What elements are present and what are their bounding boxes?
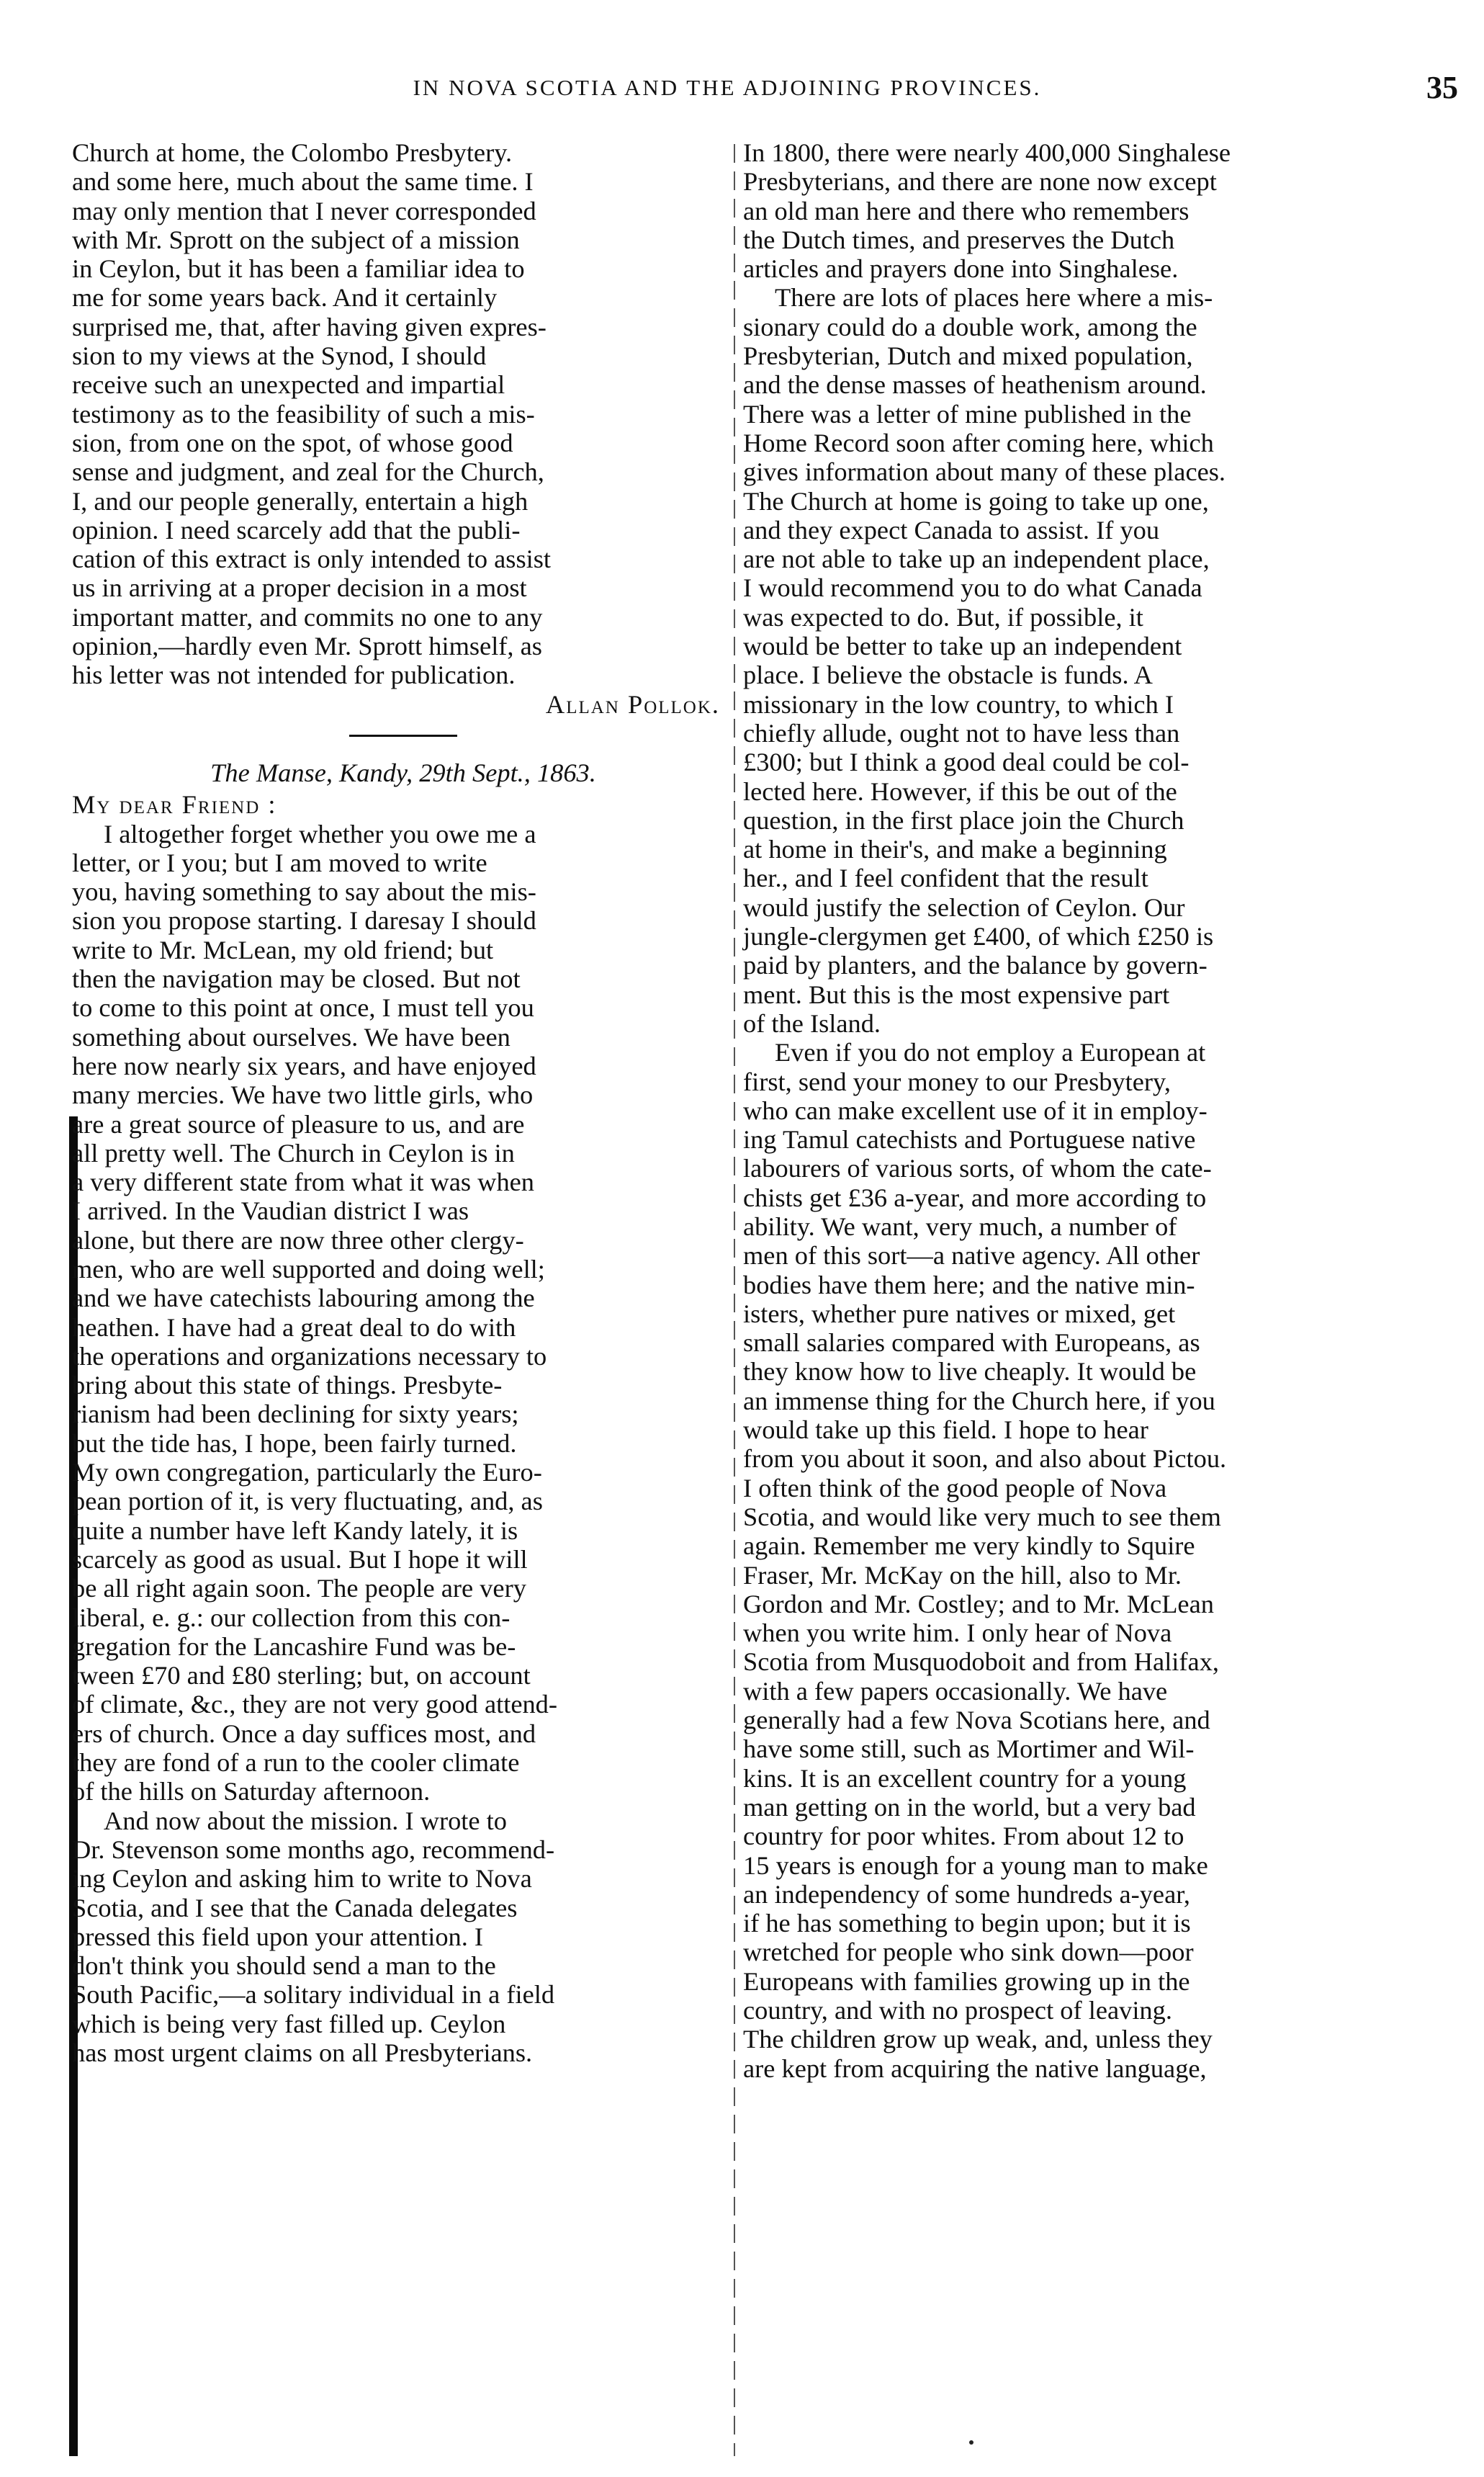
text-line: generally had a few Nova Scotians here, and (743, 1706, 1210, 1735)
text-line: cation of this extract is only intended to assist (72, 545, 552, 574)
text-line: of the Island. (743, 1008, 881, 1038)
text-line: Gordon and Mr. Costley; and to Mr. McLean (743, 1589, 1214, 1618)
text-line: at home in their's, and make a beginning (743, 835, 1167, 864)
text-line: isters, whether pure natives or mixed, get (743, 1299, 1176, 1328)
text-line: important matter, and commits no one to any (72, 602, 543, 632)
text-line: when you write him. I only hear of Nova (743, 1618, 1172, 1648)
text-line: they are fond of a run to the cooler climate (72, 1748, 520, 1778)
text-line: us in arriving at a proper decision in a most (72, 573, 527, 603)
text-line: chiefly allude, ought not to have less than (743, 718, 1180, 748)
text-line: jungle-clergymen get £400, of which £250 is (743, 922, 1214, 951)
paragraph (743, 1038, 1427, 2083)
text-line: which is being very fast filled up. Ceylon (72, 2009, 506, 2038)
text-line: opinion. I need scarcely add that the publi- (72, 515, 521, 545)
text-line: Scotia, and would like very much to see them (743, 1502, 1221, 1531)
text-line: and they expect Canada to assist. If you (743, 515, 1160, 545)
text-line: 15 years is enough for a young man to make (743, 1850, 1208, 1880)
text-line: pean portion of it, is very fluctuating, and, as (72, 1487, 543, 1516)
right-column (743, 138, 1427, 2083)
text-line: to come to this point at once, I must tell you (72, 993, 534, 1023)
letter-salutation: My dear Friend : (72, 790, 277, 820)
text-line: all pretty well. The Church in Ceylon is in (72, 1138, 515, 1168)
text-line: ability. We want, very much, a number of (743, 1211, 1177, 1241)
text-line: alone, but there are now three other clergy- (72, 1225, 524, 1255)
text-line: articles and prayers done into Singhalese. (743, 254, 1179, 284)
text-line: then the navigation may be closed. But not (72, 964, 521, 994)
text-line: small salaries compared with Europeans, as (743, 1328, 1200, 1358)
text-line: bodies have them here; and the native min- (743, 1270, 1195, 1299)
text-line: they know how to live cheaply. It would be (743, 1357, 1197, 1387)
text-line: of the hills on Saturday afternoon. (72, 1777, 431, 1806)
text-line: receive such an unexpected and impartial (72, 370, 505, 400)
text-line: was expected to do. But, if possible, it (743, 602, 1143, 632)
text-line: Church at home, the Colombo Presbytery. (72, 138, 513, 167)
text-line: ment. But this is the most expensive part (743, 980, 1170, 1009)
text-line: from you about it soon, and also about Pictou. (743, 1444, 1227, 1474)
text-line: country, and with no prospect of leaving. (743, 1996, 1172, 2025)
text-line: a very different state from what it was when (72, 1168, 535, 1197)
text-line: liberal, e. g.: our collection from this con- (72, 1603, 511, 1632)
text-line: surprised me, that, after having given expres- (72, 312, 547, 341)
text-line: And now about the mission. I wrote to (104, 1806, 507, 1835)
text-line: again. Remember me very kindly to Squire (743, 1531, 1195, 1561)
text-line: men of this sort—a native agency. All other (743, 1241, 1200, 1271)
text-line: Scotia from Musquodoboit and from Halifax, (743, 1647, 1219, 1677)
text-line: country for poor whites. From about 12 to (743, 1822, 1184, 1851)
text-line: many mercies. We have two little girls, who (72, 1080, 534, 1110)
text-line: letter, or I you; but I am moved to write (72, 848, 487, 877)
text-line: There was a letter of mine published in the (743, 399, 1192, 429)
text-line: with a few papers occasionally. We have (743, 1676, 1168, 1706)
section-rule (349, 735, 457, 737)
paragraph (743, 138, 1427, 283)
text-line: bring about this state of things. Presbyte- (72, 1371, 503, 1400)
text-line: The Church at home is going to take up one, (743, 486, 1209, 516)
text-line: tween £70 and £80 sterling; but, on account (72, 1661, 531, 1690)
text-line: I would recommend you to do what Canada (743, 573, 1202, 603)
text-line: are kept from acquiring the native language, (743, 2053, 1207, 2083)
text-line: Fraser, Mr. McKay on the hill, also to Mr. (743, 1560, 1182, 1590)
text-line: lected here. However, if this be out of the (743, 776, 1177, 806)
text-line: sion to my views at the Synod, I should (72, 341, 487, 371)
ink-speck (969, 2440, 973, 2445)
text-line: sense and judgment, and zeal for the Church, (72, 457, 544, 487)
text-line: may only mention that I never corresponded (72, 196, 536, 225)
paragraph (743, 283, 1427, 1038)
text-line: are not able to take up an independent place, (743, 545, 1210, 574)
text-line: have some still, such as Mortimer and Wil- (743, 1734, 1195, 1764)
text-line: first, send your money to our Presbytery, (743, 1067, 1171, 1096)
text-line: her., and I feel confident that the result (743, 864, 1148, 893)
text-line: I altogether forget whether you owe me a (104, 819, 536, 848)
text-line: Presbyterian, Dutch and mixed population, (743, 341, 1193, 371)
text-line: and some here, much about the same time. I (72, 167, 534, 197)
text-line: would be better to take up an independent (743, 632, 1182, 661)
paragraph (72, 820, 734, 1806)
text-line: Scotia, and I see that the Canada delegates (72, 1893, 518, 1922)
text-line: would justify the selection of Ceylon. Our (743, 892, 1185, 922)
text-line: sion you propose starting. I daresay I should (72, 906, 536, 936)
text-line: £300; but I think a good deal could be col- (743, 748, 1190, 777)
left-column (72, 138, 734, 2067)
running-head: IN NOVA SCOTIA AND THE ADJOINING PROVINCES. (413, 75, 1042, 100)
text-line: man getting on in the world, but a very bad (743, 1792, 1196, 1822)
text-line: me for some years back. And it certainly (72, 283, 498, 313)
text-line: has most urgent claims on all Presbyterians. (72, 2038, 533, 2067)
text-line: of climate, &c., they are not very good attend- (72, 1690, 557, 1719)
text-line: My own congregation, particularly the Euro- (72, 1458, 542, 1487)
text-line: ers of church. Once a day suffices most, and (72, 1719, 536, 1748)
text-line: men, who are well supported and doing well; (72, 1254, 545, 1284)
text-line: an immense thing for the Church here, if you (743, 1386, 1215, 1415)
text-line: I arrived. In the Vaudian district I was (72, 1196, 469, 1226)
text-line: sionary could do a double work, among the (743, 312, 1197, 341)
text-line: be all right again soon. The people are very (72, 1574, 526, 1603)
text-line: The children grow up weak, and, unless they (743, 2025, 1213, 2054)
text-line: Home Record soon after coming here, which (743, 428, 1214, 457)
text-line: and the dense masses of heathenism around. (743, 370, 1207, 400)
text-line: gives information about many of these places. (743, 457, 1226, 487)
text-line: Dr. Stevenson some months ago, recommend- (72, 1835, 555, 1864)
text-line: Presbyterians, and there are none now except (743, 167, 1217, 197)
text-line: Europeans with families growing up in the (743, 1966, 1190, 1996)
letter-dateline: The Manse, Kandy, 29th Sept., 1863. (210, 758, 596, 787)
text-line: something about ourselves. We have been (72, 1022, 511, 1052)
text-line: ing Ceylon and asking him to write to Nova (72, 1864, 532, 1894)
text-line: sion, from one on the spot, of whose good (72, 428, 513, 457)
text-line: place. I believe the obstacle is funds. A (743, 660, 1153, 690)
text-line: if he has something to begin upon; but it is (743, 1909, 1191, 1938)
text-line: I often think of the good people of Nova (743, 1473, 1167, 1502)
paragraph (72, 1806, 734, 2068)
text-line: missionary in the low country, to which I (743, 689, 1174, 719)
page-number: 35 (1426, 70, 1458, 105)
text-line: I, and our people generally, entertain a high (72, 486, 529, 516)
text-line: here now nearly six years, and have enjoyed (72, 1051, 536, 1080)
text-line: an independency of some hundreds a-year, (743, 1879, 1190, 1909)
text-line: heathen. I have had a great deal to do with (72, 1312, 516, 1342)
text-line: in Ceylon, but it has been a familiar idea to (72, 254, 525, 284)
text-line: his letter was not intended for publication. (72, 660, 516, 690)
text-line: In 1800, there were nearly 400,000 Singhalese (743, 138, 1231, 167)
text-line: but the tide has, I hope, been fairly turned. (72, 1428, 517, 1458)
text-line: with Mr. Sprott on the subject of a mission (72, 225, 520, 254)
text-line: testimony as to the feasibility of such a mis- (72, 399, 535, 429)
text-line: and we have catechists labouring among the (72, 1284, 535, 1313)
text-line: paid by planters, and the balance by govern- (743, 951, 1208, 980)
text-line: the operations and organizations necessary to (72, 1341, 547, 1371)
text-line: ing Tamul catechists and Portuguese native (743, 1125, 1196, 1155)
text-line: don't think you should send a man to the (72, 1951, 496, 1981)
text-line: write to Mr. McLean, my old friend; but (72, 935, 494, 964)
text-line: rianism had been declining for sixty years; (72, 1399, 519, 1429)
text-line: you, having something to say about the mis- (72, 877, 536, 907)
text-line: question, in the first place join the Church (743, 805, 1184, 835)
text-line: the Dutch times, and preserves the Dutch (743, 225, 1175, 254)
text-line: quite a number have left Kandy lately, it is (72, 1515, 518, 1545)
text-line: opinion,—hardly even Mr. Sprott himself, as (72, 632, 542, 661)
text-line: gregation for the Lancashire Fund was be- (72, 1631, 516, 1661)
text-line: Even if you do not employ a European at (775, 1038, 1206, 1067)
text-line: South Pacific,—a solitary individual in a field (72, 1980, 555, 2010)
signature: Allan Pollok. (545, 689, 720, 719)
text-line: pressed this field upon your attention. I (72, 1922, 484, 1951)
text-line: kins. It is an excellent country for a young (743, 1763, 1187, 1793)
text-line: chists get £36 a-year, and more according to (743, 1183, 1207, 1212)
text-line: an old man here and there who remembers (743, 196, 1190, 225)
text-line: are a great source of pleasure to us, and are (72, 1109, 525, 1139)
text-line: wretched for people who sink down—poor (743, 1938, 1194, 1967)
text-line: scarcely as good as usual. But I hope it will (72, 1544, 528, 1574)
text-line: labourers of various sorts, of whom the cate- (743, 1154, 1212, 1183)
paragraph (72, 138, 734, 690)
text-line: would take up this field. I hope to hear (743, 1415, 1148, 1445)
text-line: There are lots of places here where a mis- (775, 283, 1213, 313)
text-line: who can make excellent use of it in employ- (743, 1096, 1208, 1125)
